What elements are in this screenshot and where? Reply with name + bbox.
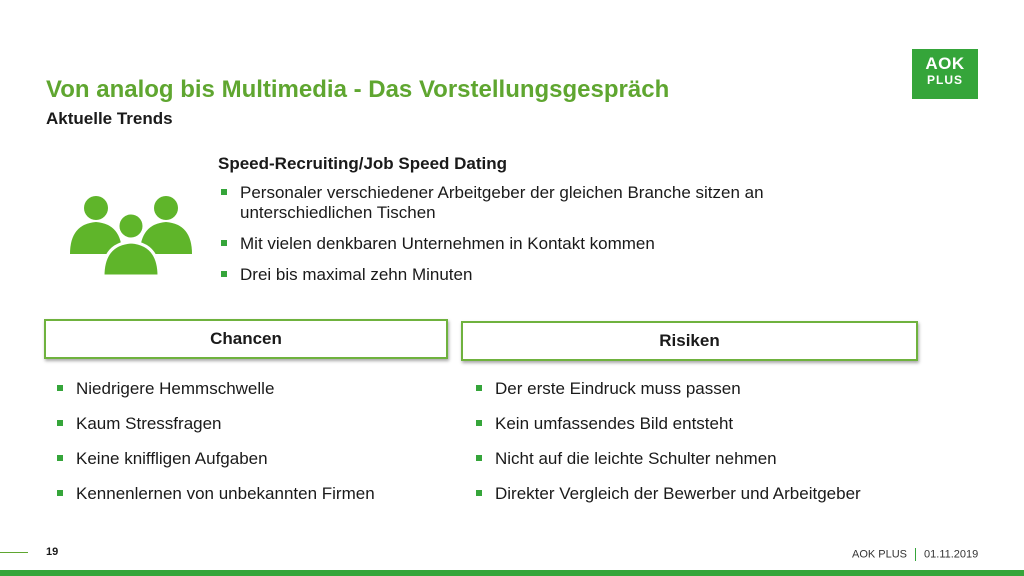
intro-section <box>218 154 898 296</box>
footer-date: 01.11.2019 <box>924 548 979 561</box>
list-item: Keine kniffligen Aufgaben <box>54 449 375 469</box>
list-item: Der erste Eindruck muss passen <box>473 379 861 399</box>
list-item: Kaum Stressfragen <box>54 414 375 434</box>
list-item: Kein umfassendes Bild entsteht <box>473 414 861 434</box>
slide-title: Von analog bis Multimedia - Das Vorstellungsgespräch <box>46 76 670 103</box>
list-item: Mit vielen denkbaren Unternehmen in Kontakt kommen <box>218 234 898 254</box>
footer-accent-line <box>0 552 28 553</box>
list-item: Drei bis maximal zehn Minuten <box>218 265 898 285</box>
intro-heading: Speed-Recruiting/Job Speed Dating <box>218 154 508 173</box>
risiken-column <box>473 379 861 519</box>
list-item: Kennenlernen von unbekannten Firmen <box>54 484 375 504</box>
logo-line-1: AOK <box>925 54 965 73</box>
chancen-column <box>54 379 375 519</box>
people-group-icon <box>66 192 196 276</box>
page-number: 19 <box>46 546 59 558</box>
chancen-bullet-list <box>54 379 375 504</box>
bottom-accent-bar <box>0 570 1024 576</box>
list-item: Niedrigere Hemmschwelle <box>54 379 375 399</box>
risiken-header-box: Risiken <box>461 321 918 361</box>
footer-brand: AOK PLUS <box>852 548 908 561</box>
risiken-bullet-list <box>473 379 861 504</box>
list-item: Nicht auf die leichte Schulter nehmen <box>473 449 861 469</box>
intro-bullet-list <box>218 183 898 285</box>
logo-line-2: PLUS <box>926 73 963 87</box>
footer-info <box>852 548 978 561</box>
slide-subtitle: Aktuelle Trends <box>46 109 173 128</box>
chancen-header-box: Chancen <box>44 319 448 359</box>
footer-divider <box>915 548 916 561</box>
list-item: Personaler verschiedener Arbeitgeber der gleichen Branche sitzen an unterschiedlichen Tischen <box>218 183 898 223</box>
list-item: Direkter Vergleich der Bewerber und Arbeitgeber <box>473 484 861 504</box>
aok-plus-logo <box>912 49 978 99</box>
